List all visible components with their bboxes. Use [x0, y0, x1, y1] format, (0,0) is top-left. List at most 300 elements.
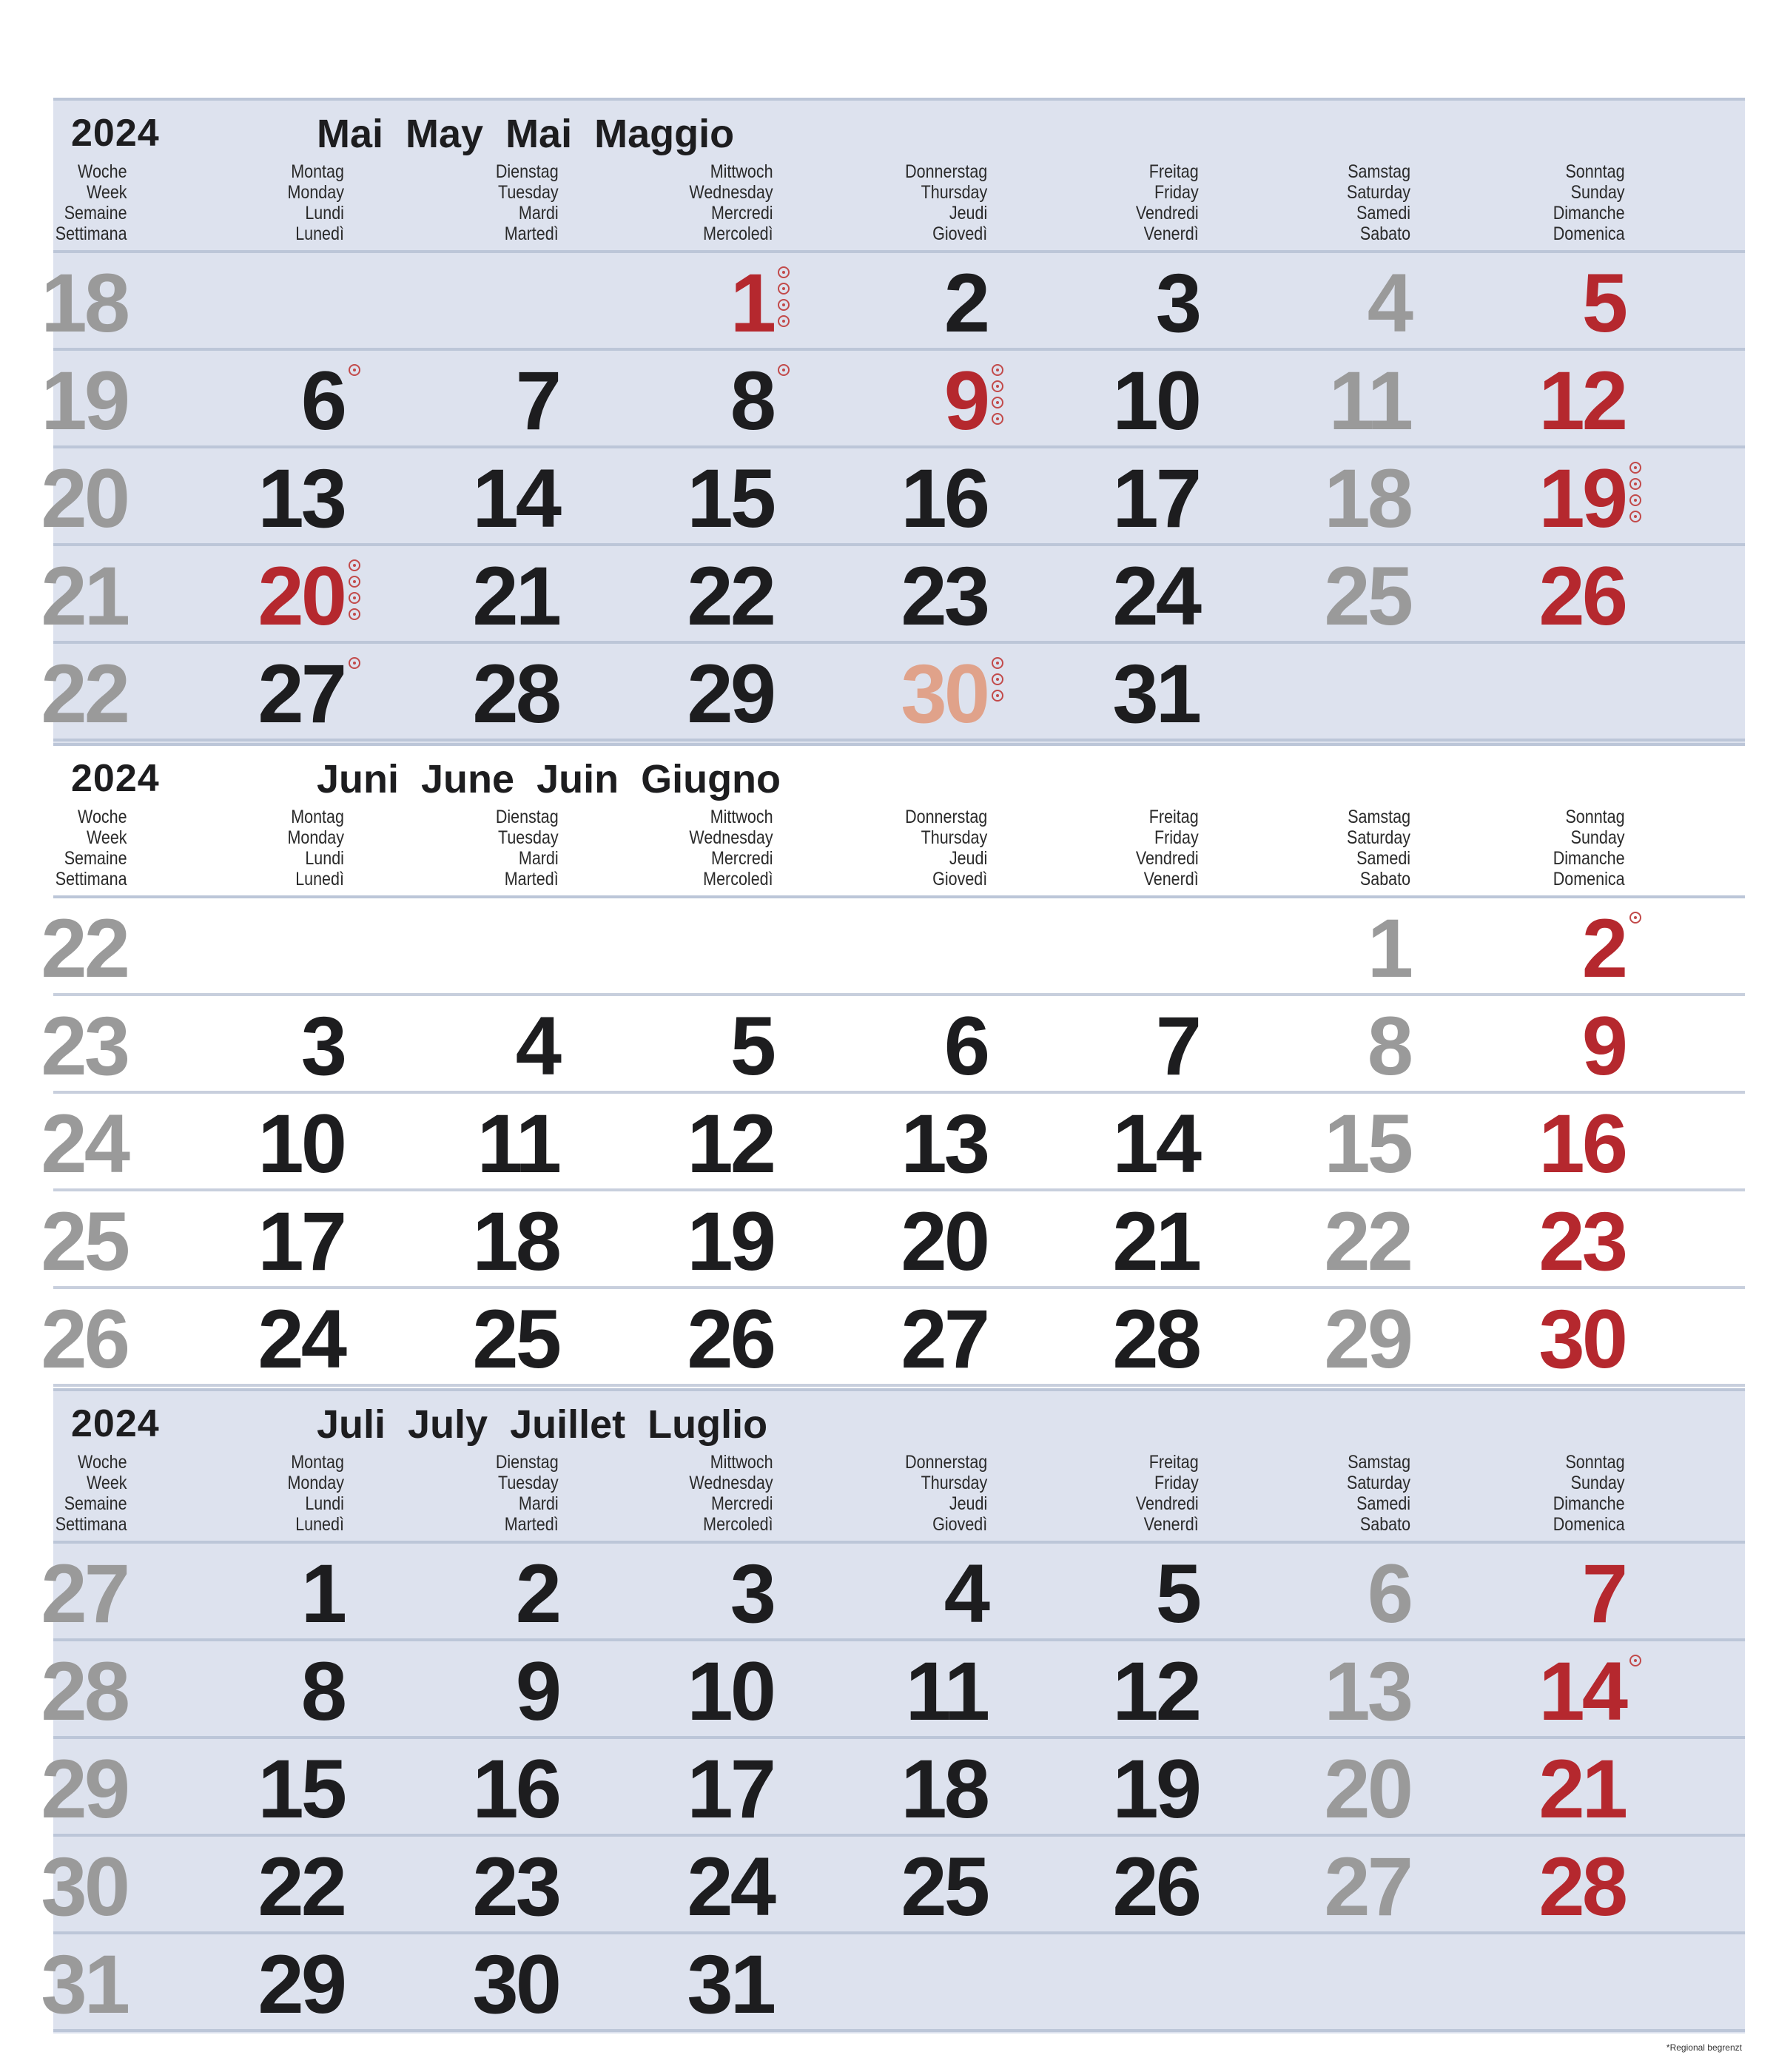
day-cell: 26 [1112, 1840, 1199, 1933]
week-number: 24 [41, 1097, 127, 1190]
week-rows [41, 898, 1745, 1387]
regional-holiday-dot-icon [1629, 1655, 1641, 1666]
day-cell: 20 [901, 1195, 987, 1288]
day-cell: 8 [1367, 1000, 1410, 1092]
day-cell: 31 [687, 1938, 773, 2031]
weekday-label-line: Sonntag [1565, 161, 1625, 182]
day-cell: 22 [687, 550, 773, 642]
weekday-label-line: Semaine [64, 1493, 127, 1514]
day-cell: 18 [1324, 452, 1410, 545]
regional-holiday-dot-icon [778, 266, 790, 278]
day-cell: 6 [944, 1000, 987, 1092]
weekday-label-line: Venerdì [1143, 869, 1199, 889]
month-name: Juli [317, 1402, 386, 1447]
day-cell: 19 [1112, 1743, 1199, 1835]
year-label: 2024 [71, 1402, 160, 1445]
weekday-label-line: Lundi [305, 1493, 344, 1514]
weekday-label-line: Samedi [1356, 848, 1410, 869]
day-cell: 9 [515, 1645, 559, 1738]
regional-holiday-dot-icon [992, 380, 1003, 392]
weekday-label-line: Tuesday [498, 827, 559, 848]
weekday-label-line: Mercredi [711, 848, 773, 869]
week-number: 29 [41, 1743, 127, 1835]
weekday-label [288, 807, 344, 889]
month-block [41, 1388, 1745, 2034]
weekday-label-line: Samstag [1348, 161, 1410, 182]
weekday-label-line: Wednesday [689, 1473, 773, 1493]
weekday-label-line: Settimana [56, 869, 127, 889]
holiday-marker-icon [349, 364, 368, 431]
weekday-label-line: Jeudi [949, 203, 987, 223]
weekday-label-line: Mardi [519, 203, 559, 223]
day-cell: 27 [901, 1293, 987, 1385]
week-number: 25 [41, 1195, 127, 1288]
regional-holiday-dot-icon [349, 608, 360, 620]
weekday-label-line: Sabato [1359, 869, 1410, 889]
day-cell: 13 [258, 452, 344, 545]
week-row [41, 1934, 1745, 2032]
weekday-label-line: Wednesday [689, 827, 773, 848]
week-row [41, 253, 1745, 351]
day-cell: 24 [687, 1840, 773, 1933]
weekday-label [690, 161, 773, 244]
day-cell: 7 [515, 354, 559, 447]
weekday-label [905, 807, 987, 889]
week-row [41, 1191, 1745, 1289]
weekday-label-line: Monday [287, 182, 344, 203]
weekday-label-line: Tuesday [498, 182, 559, 203]
week-number: 22 [41, 902, 127, 995]
week-number: 20 [41, 452, 127, 545]
weekday-label [1136, 807, 1199, 889]
regional-holiday-dot-icon [778, 364, 790, 376]
day-cell: 11 [477, 1097, 559, 1190]
weekday-label-line: Samstag [1348, 807, 1410, 827]
month-name: July [408, 1402, 488, 1447]
month-header [53, 1388, 1745, 1544]
month-block [41, 98, 1745, 743]
weekday-label-line: Mercoledì [703, 1514, 773, 1535]
weekday-label-line: Domenica [1553, 223, 1625, 244]
day-cell: 3 [1155, 257, 1199, 349]
day-cell: 23 [901, 550, 987, 642]
day-cell: 13 [901, 1097, 987, 1190]
day-cell: 5 [730, 1000, 773, 1092]
day-cell: 29 [1324, 1293, 1410, 1385]
regional-holiday-dot-icon [992, 657, 1003, 669]
day-cell: 26 [1538, 550, 1625, 642]
weekday-label-line: Vendredi [1136, 1493, 1199, 1514]
day-cell: 6 [1367, 1547, 1410, 1640]
day-cell: 16 [1538, 1097, 1625, 1190]
weekday-label-line: Mercoledì [703, 223, 773, 244]
week-number: 21 [41, 550, 127, 642]
weekday-label [1553, 161, 1625, 244]
weekday-labels [53, 161, 1745, 250]
day-cell: 2 [1581, 902, 1625, 995]
weekday-label-line: Giovedì [932, 869, 987, 889]
regional-holiday-dot-icon [992, 690, 1003, 702]
month-title [317, 111, 734, 157]
weekday-label-line: Mittwoch [710, 1452, 773, 1473]
regional-holiday-dot-icon [992, 397, 1003, 408]
weekday-label-line: Woche [78, 807, 127, 827]
day-cell: 23 [472, 1840, 559, 1933]
weekday-label-line: Giovedì [932, 223, 987, 244]
weekday-label [1347, 1452, 1410, 1535]
weekday-label [496, 161, 559, 244]
day-cell: 29 [258, 1938, 344, 2031]
week-row [41, 1544, 1745, 1641]
holiday-marker-icon [1629, 462, 1649, 528]
regional-holiday-dot-icon [349, 576, 360, 588]
day-cell: 24 [1112, 550, 1199, 642]
day-cell: 18 [472, 1195, 559, 1288]
weekday-label-line: Friday [1154, 182, 1199, 203]
weekday-label-line: Tuesday [498, 1473, 559, 1493]
day-cell: 28 [1112, 1293, 1199, 1385]
holiday-marker-icon [778, 364, 797, 431]
weekday-label-line: Dimanche [1553, 203, 1625, 223]
weekday-label-line: Vendredi [1136, 203, 1199, 223]
weekday-label-line: Semaine [64, 203, 127, 223]
weekday-labels [53, 807, 1745, 895]
day-cell: 17 [1112, 452, 1199, 545]
month-header [53, 743, 1745, 898]
weekday-label-line: Dienstag [496, 1452, 559, 1473]
week-row [41, 546, 1745, 644]
day-cell: 22 [1324, 1195, 1410, 1288]
weekday-label-line: Jeudi [949, 848, 987, 869]
month-title [317, 1402, 767, 1447]
day-cell: 11 [1328, 354, 1410, 447]
day-cell: 27 [258, 648, 344, 740]
day-cell: 6 [300, 354, 344, 447]
weekday-label-line: Dienstag [496, 161, 559, 182]
day-cell: 10 [687, 1645, 773, 1738]
holiday-marker-icon [349, 559, 368, 626]
day-cell: 25 [472, 1293, 559, 1385]
month-name: Juillet [510, 1402, 626, 1447]
weekday-label-line: Freitag [1149, 807, 1199, 827]
week-number: 19 [41, 354, 127, 447]
day-cell: 21 [1538, 1743, 1625, 1835]
month-name: Juin [536, 757, 619, 801]
weekday-label-line: Martedì [505, 869, 559, 889]
day-cell: 12 [1538, 354, 1625, 447]
weekday-label-line: Montag [291, 161, 344, 182]
weekday-label-line: Samedi [1356, 203, 1410, 223]
day-cell: 24 [258, 1293, 344, 1385]
day-cell: 2 [515, 1547, 559, 1640]
weekday-label-line: Lunedì [295, 869, 344, 889]
day-cell: 9 [944, 354, 987, 447]
regional-holiday-dot-icon [349, 592, 360, 604]
day-cell: 4 [515, 1000, 559, 1092]
regional-holiday-dot-icon [778, 299, 790, 311]
year-label: 2024 [71, 757, 160, 800]
day-cell: 28 [472, 648, 559, 740]
weekday-label-line: Lundi [305, 203, 344, 223]
weekday-label-line: Jeudi [949, 1493, 987, 1514]
day-cell: 7 [1581, 1547, 1625, 1640]
week-row [41, 898, 1745, 996]
weekday-label [1347, 807, 1410, 889]
weekday-label [905, 1452, 987, 1535]
regional-holiday-dot-icon [992, 364, 1003, 376]
weekday-label-line: Dimanche [1553, 848, 1625, 869]
weekday-label-line: Week [87, 827, 127, 848]
day-cell: 12 [687, 1097, 773, 1190]
regional-holiday-dot-icon [349, 559, 360, 571]
weekday-label-line: Sabato [1359, 223, 1410, 244]
day-cell: 27 [1324, 1840, 1410, 1933]
day-cell: 21 [1112, 1195, 1199, 1288]
weekday-label-line: Mercredi [711, 1493, 773, 1514]
day-cell: 1 [730, 257, 773, 349]
weekday-label-line: Monday [287, 1473, 344, 1493]
regional-holiday-dot-icon [778, 315, 790, 327]
day-cell: 3 [300, 1000, 344, 1092]
week-row [41, 1641, 1745, 1739]
week-number: 18 [41, 257, 127, 349]
day-cell: 25 [1324, 550, 1410, 642]
weekday-label-line: Donnerstag [904, 807, 987, 827]
day-cell: 29 [687, 648, 773, 740]
day-cell: 2 [944, 257, 987, 349]
day-cell: 5 [1155, 1547, 1199, 1640]
weekday-label [690, 1452, 773, 1535]
week-row [41, 1739, 1745, 1837]
day-cell: 14 [1112, 1097, 1199, 1190]
weekday-label-line: Mardi [519, 848, 559, 869]
day-cell: 15 [687, 452, 773, 545]
weekday-label-line: Saturday [1346, 827, 1410, 848]
weekday-label-line: Thursday [921, 827, 987, 848]
regional-holiday-dot-icon [1629, 478, 1641, 490]
weekday-label-line: Sonntag [1565, 807, 1625, 827]
weekday-label [288, 161, 344, 244]
day-cell: 1 [300, 1547, 344, 1640]
week-row [41, 1837, 1745, 1934]
holiday-marker-icon [992, 657, 1011, 724]
day-cell: 14 [1538, 1645, 1625, 1738]
day-cell: 30 [1538, 1293, 1625, 1385]
day-cell: 9 [1581, 1000, 1625, 1092]
weekday-label-line: Friday [1154, 827, 1199, 848]
week-row [41, 996, 1745, 1094]
day-cell: 20 [1324, 1743, 1410, 1835]
weekday-label-line: Thursday [921, 182, 987, 203]
week-number: 30 [41, 1840, 127, 1933]
weekday-label [496, 807, 559, 889]
regional-holiday-dot-icon [1629, 511, 1641, 522]
weekday-label-line: Montag [291, 1452, 344, 1473]
weekday-label-line: Mercoledì [703, 869, 773, 889]
day-cell: 15 [258, 1743, 344, 1835]
weekday-label-line: Lundi [305, 848, 344, 869]
regional-holiday-dot-icon [992, 673, 1003, 685]
day-cell: 26 [687, 1293, 773, 1385]
weekday-label-line: Mardi [519, 1493, 559, 1514]
week-row [41, 351, 1745, 448]
holiday-marker-icon [349, 657, 368, 724]
weekday-label-line: Martedì [505, 223, 559, 244]
day-cell: 15 [1324, 1097, 1410, 1190]
week-row [41, 1289, 1745, 1387]
month-name: Mai [317, 112, 384, 156]
divider [53, 1388, 1745, 1391]
weekday-label-line: Monday [287, 827, 344, 848]
holiday-marker-icon [778, 266, 797, 333]
week-number: 26 [41, 1293, 127, 1385]
weekday-label [1553, 1452, 1625, 1535]
weekday-label-line: Freitag [1149, 1452, 1199, 1473]
month-name: Luglio [648, 1402, 768, 1447]
day-cell: 19 [687, 1195, 773, 1288]
regional-holiday-dot-icon [349, 364, 360, 376]
regional-holiday-dot-icon [1629, 494, 1641, 506]
weekday-label-line: Sabato [1359, 1514, 1410, 1535]
day-cell: 1 [1367, 902, 1410, 995]
regional-holiday-dot-icon [992, 413, 1003, 425]
weekday-label-line: Sonntag [1565, 1452, 1625, 1473]
weekday-labels [53, 1452, 1745, 1541]
month-title [317, 756, 781, 802]
weekday-label-line: Wednesday [689, 182, 773, 203]
day-cell: 4 [1367, 257, 1410, 349]
month-block [41, 743, 1745, 1388]
month-name: Giugno [641, 757, 781, 801]
week-column-label [56, 1452, 127, 1535]
day-cell: 21 [472, 550, 559, 642]
month-name: May [406, 112, 484, 156]
week-row [41, 644, 1745, 741]
weekday-label-line: Sunday [1571, 827, 1625, 848]
weekday-label [1347, 161, 1410, 244]
weekday-label [1553, 807, 1625, 889]
weekday-label-line: Settimana [56, 1514, 127, 1535]
day-cell: 14 [472, 452, 559, 545]
weekday-label-line: Week [87, 182, 127, 203]
holiday-marker-icon [1629, 1655, 1649, 1721]
weekday-label [1136, 1452, 1199, 1535]
week-rows [41, 253, 1745, 741]
weekday-label-line: Woche [78, 161, 127, 182]
weekday-label [288, 1452, 344, 1535]
holiday-marker-icon [992, 364, 1011, 431]
regional-holiday-dot-icon [349, 657, 360, 669]
week-column-label [56, 161, 127, 244]
day-cell: 28 [1538, 1840, 1625, 1933]
week-row [41, 1094, 1745, 1191]
weekday-label-line: Domenica [1553, 1514, 1625, 1535]
day-cell: 4 [944, 1547, 987, 1640]
month-name: Mai [505, 112, 573, 156]
weekday-label-line: Mercredi [711, 203, 773, 223]
day-cell: 31 [1112, 648, 1199, 740]
weekday-label-line: Thursday [921, 1473, 987, 1493]
weekday-label-line: Venerdì [1143, 1514, 1199, 1535]
weekday-label [690, 807, 773, 889]
week-number: 22 [41, 648, 127, 740]
day-cell: 8 [300, 1645, 344, 1738]
footnote: *Regional begrenzt [1666, 2042, 1742, 2053]
weekday-label-line: Settimana [56, 223, 127, 244]
day-cell: 13 [1324, 1645, 1410, 1738]
calendar [41, 98, 1745, 2034]
month-name: June [421, 757, 515, 801]
weekday-label-line: Week [87, 1473, 127, 1493]
day-cell: 10 [258, 1097, 344, 1190]
day-cell: 17 [687, 1743, 773, 1835]
day-cell: 7 [1155, 1000, 1199, 1092]
regional-holiday-dot-icon [778, 283, 790, 295]
day-cell: 30 [901, 648, 987, 740]
weekday-label [905, 161, 987, 244]
weekday-label-line: Martedì [505, 1514, 559, 1535]
weekday-label-line: Saturday [1346, 1473, 1410, 1493]
day-cell: 25 [901, 1840, 987, 1933]
week-number: 27 [41, 1547, 127, 1640]
day-cell: 18 [901, 1743, 987, 1835]
week-number: 28 [41, 1645, 127, 1738]
week-rows [41, 1544, 1745, 2032]
weekday-label-line: Samstag [1348, 1452, 1410, 1473]
holiday-marker-icon [1629, 912, 1649, 978]
regional-holiday-dot-icon [1629, 462, 1641, 474]
day-cell: 16 [901, 452, 987, 545]
weekday-label-line: Freitag [1149, 161, 1199, 182]
day-cell: 20 [258, 550, 344, 642]
month-name: Juni [317, 757, 400, 801]
weekday-label-line: Saturday [1346, 182, 1410, 203]
week-column-label [56, 807, 127, 889]
week-row [41, 448, 1745, 546]
day-cell: 16 [472, 1743, 559, 1835]
weekday-label [496, 1452, 559, 1535]
weekday-label-line: Mittwoch [710, 807, 773, 827]
weekday-label-line: Mittwoch [710, 161, 773, 182]
weekday-label-line: Samedi [1356, 1493, 1410, 1514]
week-number: 31 [41, 1938, 127, 2031]
weekday-label-line: Sunday [1571, 1473, 1625, 1493]
day-cell: 8 [730, 354, 773, 447]
weekday-label-line: Semaine [64, 848, 127, 869]
day-cell: 10 [1112, 354, 1199, 447]
day-cell: 11 [905, 1645, 987, 1738]
regional-holiday-dot-icon [1629, 912, 1641, 924]
weekday-label-line: Donnerstag [904, 1452, 987, 1473]
day-cell: 3 [730, 1547, 773, 1640]
weekday-label-line: Vendredi [1136, 848, 1199, 869]
day-cell: 22 [258, 1840, 344, 1933]
weekday-label-line: Donnerstag [904, 161, 987, 182]
weekday-label-line: Dimanche [1553, 1493, 1625, 1514]
day-cell: 19 [1538, 452, 1625, 545]
weekday-label-line: Venerdì [1143, 223, 1199, 244]
weekday-label-line: Lunedì [295, 1514, 344, 1535]
day-cell: 30 [472, 1938, 559, 2031]
year-label: 2024 [71, 112, 160, 155]
day-cell: 5 [1581, 257, 1625, 349]
divider [53, 743, 1745, 746]
weekday-label [1136, 161, 1199, 244]
weekday-label-line: Woche [78, 1452, 127, 1473]
divider [53, 98, 1745, 101]
weekday-label-line: Domenica [1553, 869, 1625, 889]
weekday-label-line: Lunedì [295, 223, 344, 244]
